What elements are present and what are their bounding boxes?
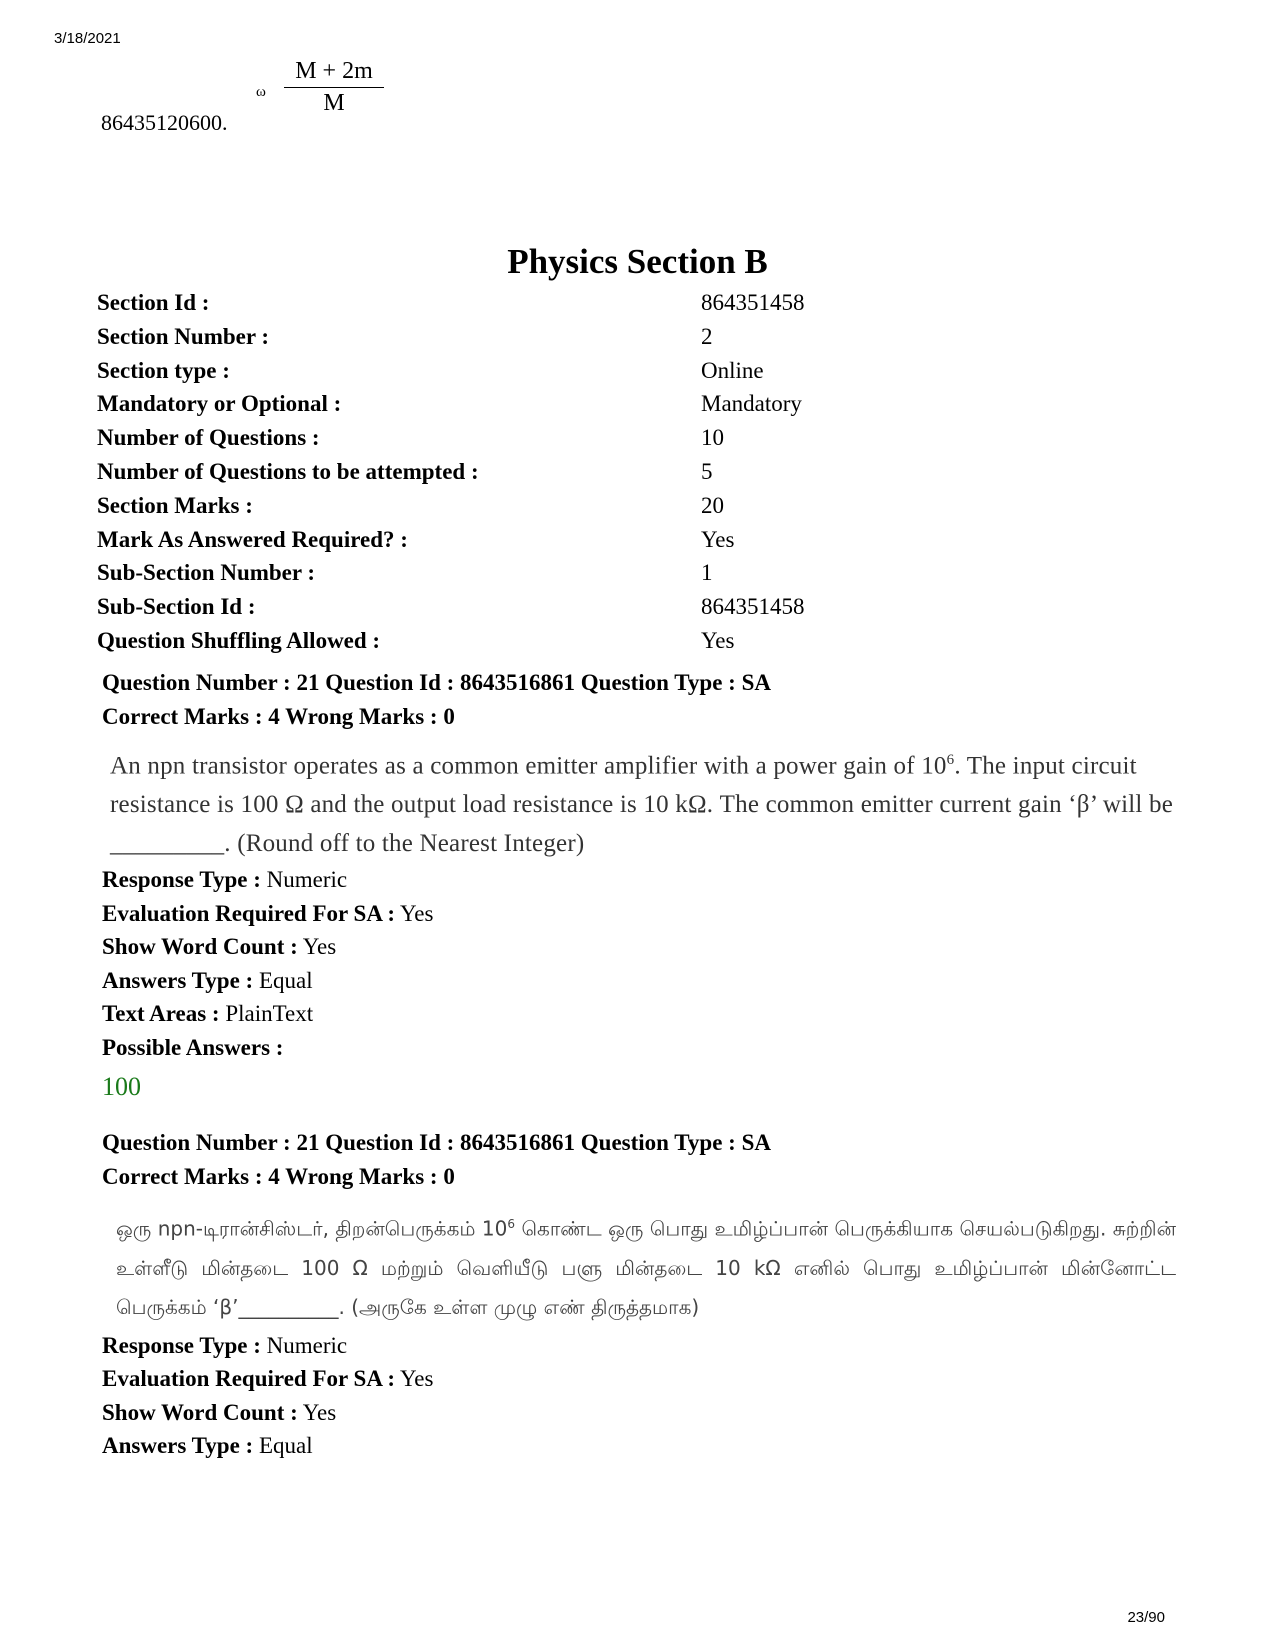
section-info-row bbox=[97, 391, 897, 425]
section-info-value: Yes bbox=[701, 526, 735, 552]
section-info-value: 10 bbox=[701, 425, 724, 451]
text-areas: Text Areas : PlainText bbox=[102, 1001, 314, 1027]
evaluation-required: Evaluation Required For SA : Yes bbox=[102, 900, 434, 926]
section-info-label: Sub-Section Id : bbox=[97, 594, 256, 620]
answers-type: Answers Type : Equal bbox=[102, 1433, 313, 1459]
section-info-table bbox=[97, 290, 897, 662]
question-header: Question Number : 21 Question Id : 8643516861 Question Type : SA bbox=[102, 670, 771, 695]
section-info-value: 2 bbox=[701, 323, 713, 349]
section-info-label: Sub-Section Number : bbox=[97, 560, 316, 586]
section-info-label: Mandatory or Optional : bbox=[97, 391, 342, 417]
section-info-label: Number of Questions : bbox=[97, 425, 320, 451]
show-word-count: Show Word Count : Yes bbox=[102, 934, 337, 960]
previous-option-number: 86435120600. bbox=[101, 110, 228, 135]
section-info-row bbox=[97, 628, 897, 662]
question-marks: Correct Marks : 4 Wrong Marks : 0 bbox=[102, 703, 455, 729]
section-info-value: 1 bbox=[701, 560, 713, 586]
print-date: 3/18/2021 bbox=[54, 30, 121, 47]
response-type: Response Type : Numeric bbox=[102, 867, 348, 893]
fraction-denominator: M bbox=[323, 90, 345, 116]
section-info-row bbox=[97, 594, 897, 628]
omega-symbol: ω bbox=[256, 84, 266, 100]
section-info-row bbox=[97, 527, 897, 561]
section-info-row bbox=[97, 493, 897, 527]
fraction-numerator: M + 2m bbox=[284, 58, 384, 88]
possible-answers-label: Possible Answers : bbox=[102, 1034, 284, 1060]
section-info-value: Mandatory bbox=[701, 391, 802, 417]
evaluation-required: Evaluation Required For SA : Yes bbox=[102, 1366, 434, 1392]
show-word-count: Show Word Count : Yes bbox=[102, 1399, 337, 1425]
section-info-value: Online bbox=[701, 357, 764, 383]
section-info-label: Section Marks : bbox=[97, 492, 253, 518]
response-type: Response Type : Numeric bbox=[102, 1332, 348, 1358]
option-fraction bbox=[284, 58, 384, 117]
section-info-value: Yes bbox=[701, 627, 735, 653]
section-info-row bbox=[97, 290, 897, 324]
section-info-row bbox=[97, 358, 897, 392]
section-info-row bbox=[97, 425, 897, 459]
section-title: Physics Section B bbox=[507, 242, 768, 281]
section-info-label: Section Id : bbox=[97, 290, 210, 315]
question-header: Question Number : 21 Question Id : 8643516861 Question Type : SA bbox=[102, 1130, 771, 1155]
section-info-label: Section type : bbox=[97, 357, 230, 383]
question-block-tamil bbox=[102, 1130, 1202, 1467]
question-marks: Correct Marks : 4 Wrong Marks : 0 bbox=[102, 1163, 455, 1189]
answers-type: Answers Type : Equal bbox=[102, 967, 313, 993]
section-info-label: Question Shuffling Allowed : bbox=[97, 627, 381, 653]
section-info-row bbox=[97, 560, 897, 594]
question-text: An npn transistor operates as a common emitter amplifier with a power gain of $10^6$. The input circuit resistance is 100 Ω and the output load resistance is 10 kΩ. The common emitter current gain ‘β’ will be _________. (Round off to the Nearest Integer) bbox=[110, 752, 1173, 858]
section-info-label: Mark As Answered Required? : bbox=[97, 526, 408, 552]
section-info-row bbox=[97, 324, 897, 358]
section-info-value: 864351458 bbox=[701, 594, 805, 620]
page-number: 23/90 bbox=[1127, 1609, 1165, 1626]
section-info-label: Number of Questions to be attempted : bbox=[97, 458, 479, 484]
question-block-english bbox=[102, 670, 1202, 1102]
question-text-tamil: ஒரு npn-டிரான்சிஸ்டர், திறன்பெருக்கம் $10^6$ கொண்ட ஒரு பொது உமிழ்ப்பான் பெருக்கியாக செயல்படுகிறது. சுற்றின் உள்ளீடு மின்தடை 100 Ω மற்றும் வெளியீடு பளு மின்தடை 10 kΩ எனில் பொது உமிழ்ப்பான் மின்னோட்ட பெருக்கம் ‘β’__________. (அருகே உள்ள முழு எண் திருத்தமாக) bbox=[116, 1216, 1177, 1319]
section-info-value: 864351458 bbox=[701, 290, 805, 315]
section-info-value: 5 bbox=[701, 458, 713, 484]
section-info-label: Section Number : bbox=[97, 323, 270, 349]
section-info-value: 20 bbox=[701, 492, 724, 518]
possible-answer-value: 100 bbox=[102, 1072, 141, 1102]
section-info-row bbox=[97, 459, 897, 493]
